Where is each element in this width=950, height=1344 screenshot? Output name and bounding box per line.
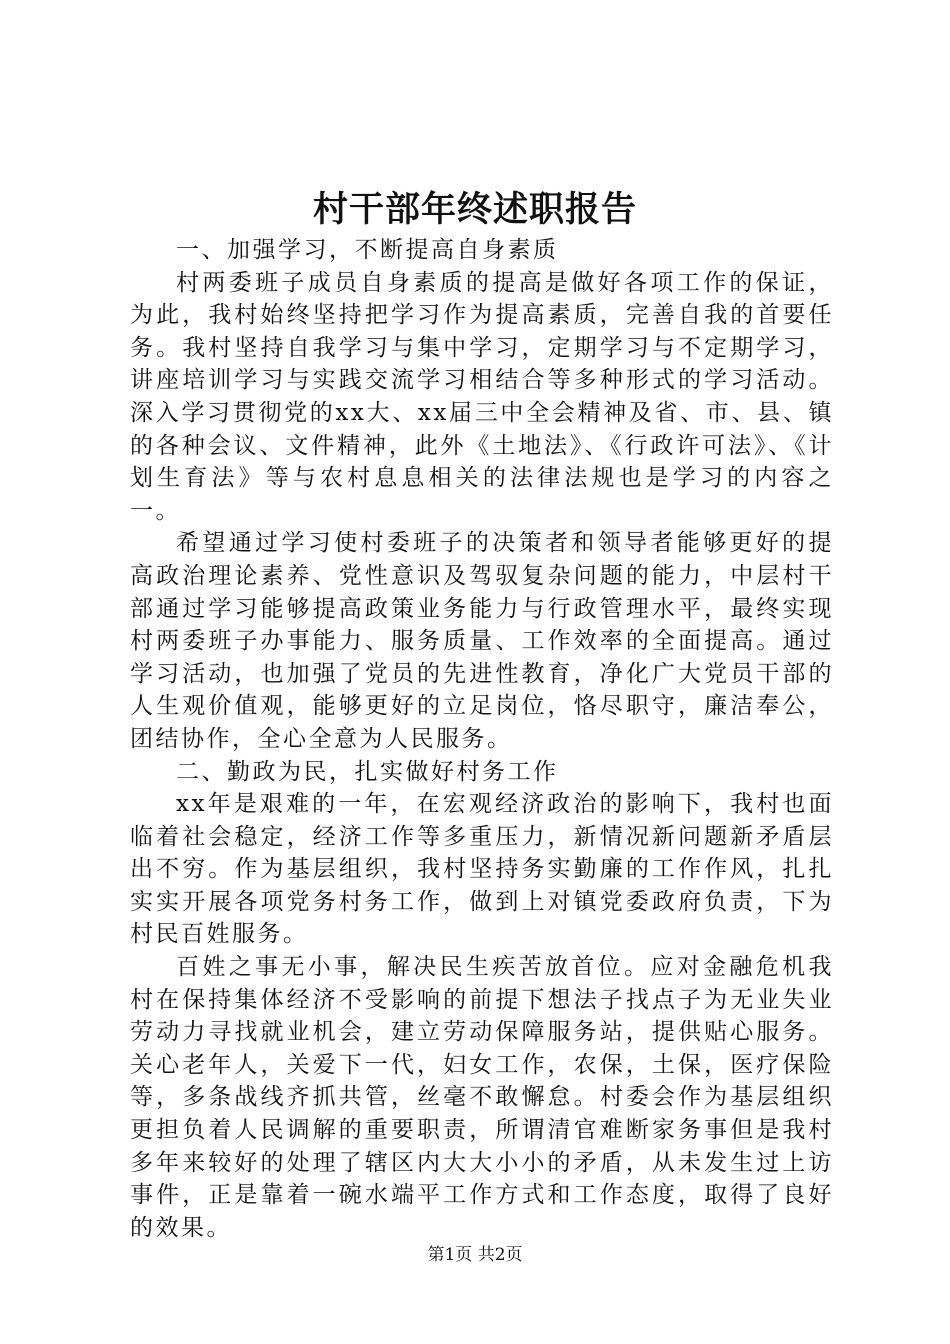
paragraph-2: 希望通过学习使村委班子的决策者和领导者能够更好的提高政治理论素养、党性意识及驾驭复杂问题的能力，中层村干部通过学习能够提高政策业务能力与行政管理水平，最终实现村两委班子办事能力、服务质量、工作效率的全面提高。通过学习活动，也加强了党员的先进性教育，净化广大党员干部的人生观价值观，能够更好的立足岗位，恪尽职守，廉洁奉公，团结协作，全心全意为人民服务。 (130, 530, 834, 752)
section-heading-1: 一、加强学习，不断提高自身素质 (176, 237, 559, 263)
page-number-footer: 第1页 共2页 (427, 1245, 523, 1265)
section-heading-2: 二、勤政为民，扎实做好村务工作 (176, 758, 559, 785)
document-title: 村干部年终述职报告 (312, 189, 637, 230)
paragraph-4: 百姓之事无小事，解决民生疾苦放首位。应对金融危机我村在保持集体经济不受影响的前提下想法子找点子为无业失业劳动力寻找就业机会，建立劳动保障服务站，提供贴心服务。关心老年人，关爱下一代，妇女工作，农保，土保，医疗保险等，多条战线齐抓共管，丝毫不敢懈怠。村委会作为基层组织更担负着人民调解的重要职责，所谓清官难断家务事但是我村多年来较好的处理了辖区内大大小小的矛盾，从未发生过上访事件，正是靠着一碗水端平工作方式和工作态度，取得了良好的效果。 (130, 954, 834, 1241)
document-body (130, 234, 834, 1244)
paragraph-1: 村两委班子成员自身素质的提高是做好各项工作的保证，为此，我村始终坚持把学习作为提高素质，完善自我的首要任务。我村坚持自我学习与集中学习，定期学习与不定期学习，讲座培训学习与实践交流学习相结合等多种形式的学习活动。深入学习贯彻党的xx大、xx届三中全会精神及省、市、县、镇的各种会议、文件精神，此外《土地法》、《行政许可法》、《计划生育法》等与农村息息相关的法律法规也是学习的内容之一。 (130, 269, 834, 524)
paragraph-3: xx年是艰难的一年，在宏观经济政治的影响下，我村也面临着社会稳定，经济工作等多重压力，新情况新问题新矛盾层出不穷。作为基层组织，我村坚持务实勤廉的工作作风，扎扎实实开展各项党务村务工作，做到上对镇党委政府负责，下为村民百姓服务。 (130, 791, 834, 948)
